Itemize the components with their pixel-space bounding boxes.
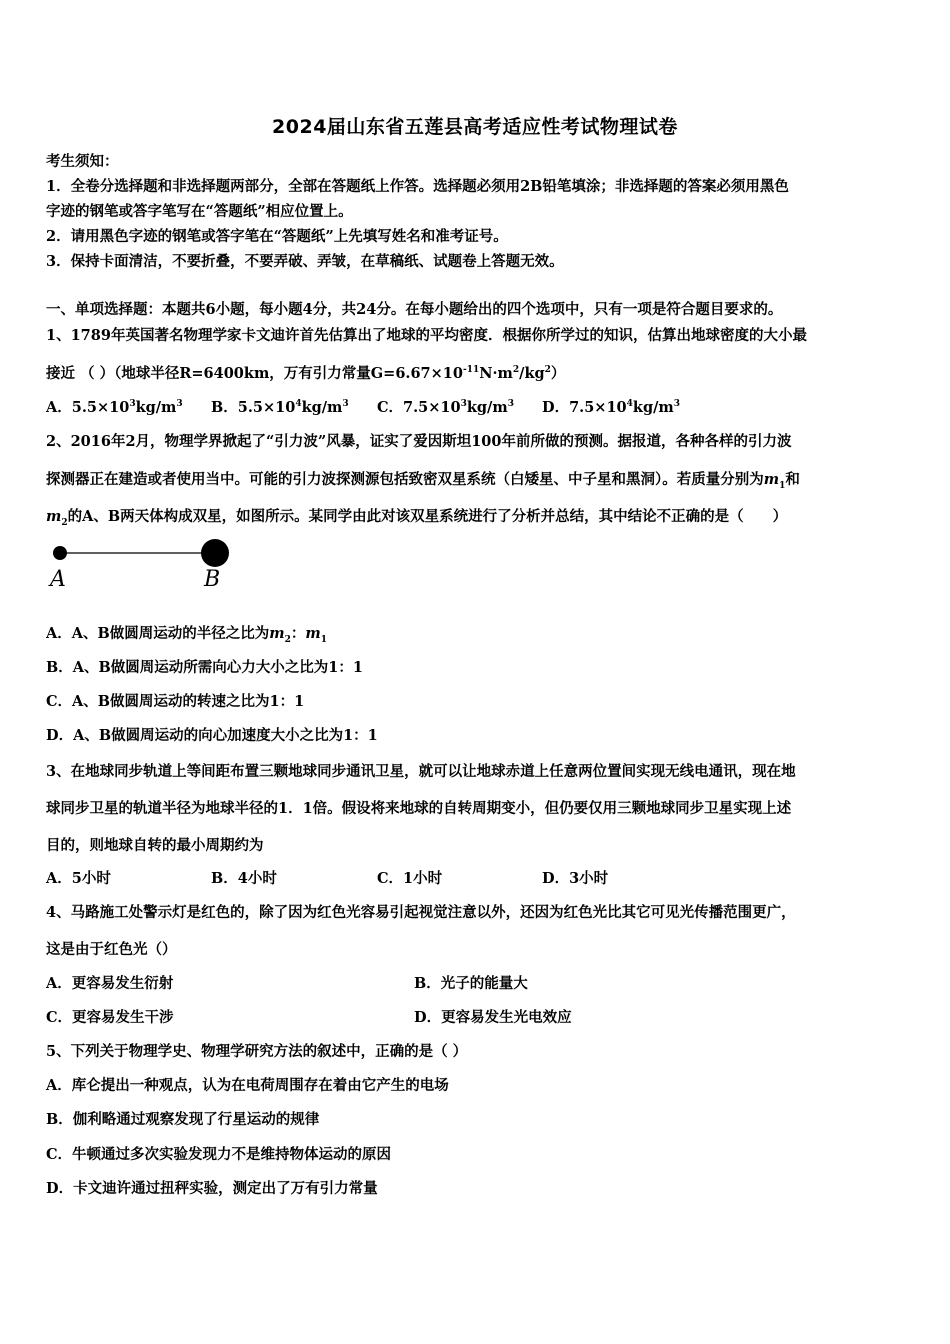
q4-option-d: D．更容易发生光电效应 (414, 1009, 572, 1026)
q5-option-d: D．卡文迪许通过扭秤实验，测定出了万有引力常量 (46, 1180, 378, 1197)
q1-option-d: D．$7.5\times 10^4kg/m^3$ (542, 399, 680, 416)
binary-star-diagram (46, 536, 246, 594)
notice-line-4: 3．保持卡面清洁，不要折叠，不要弄破、弄皱，在草稿纸、试题卷上答题无效。 (46, 253, 564, 270)
q1-option-a: A．$5.5\times 10^3kg/m^3$ (46, 399, 183, 416)
notice-line-1: 1．全卷分选择题和非选择题两部分，全部在答题纸上作答。选择题必须用2B铅笔填涂；非选择题的答案必须用黑色 (46, 178, 789, 195)
notice-line-3: 2．请用黑色字迹的钢笔或答字笔在“答题纸”上先填写姓名和准考证号。 (46, 228, 508, 245)
q3-stem-line-3: 目的，则地球自转的最小周期约为 (46, 837, 264, 854)
q2-option-c: C．A、B做圆周运动的转速之比为1：1 (46, 693, 305, 710)
q3-option-a: A．5小时 (46, 870, 111, 887)
q1-stem-line-2: 接近 （ ）（地球半径R=6400km，万有引力常量$G=6.67\times 10^{-11}N\cdot m^2/kg^2$） (46, 365, 566, 382)
q2-option-b: B．A、B做圆周运动所需向心力大小之比为1：1 (46, 659, 363, 676)
q4-option-b: B．光子的能量大 (414, 975, 528, 992)
section-heading: 一、单项选择题：本题共6小题，每小题4分，共24分。在每小题给出的四个选项中，只有一项是符合题目要求的。 (46, 301, 783, 318)
q2-stem-line-3: $m_2$的A、B两天体构成双星，如图所示。某同学由此对该双星系统进行了分析并总结，其中结论不正确的是（ ） (46, 508, 788, 528)
star-b-dot (201, 539, 229, 567)
q1-option-b: B．$5.5\times 10^4kg/m^3$ (211, 399, 349, 416)
q4-stem-line-2: 这是由于红色光（） (46, 941, 177, 958)
q5-stem: 5、下列关于物理学史、物理学研究方法的叙述中，正确的是（ ） (46, 1043, 468, 1060)
q1-option-c: C．$7.5\times 10^3kg/m^3$ (377, 399, 514, 416)
label-b: B (204, 567, 221, 592)
q2-option-a: A．A、B做圆周运动的半径之比为$m_2$：$m_1$ (46, 625, 327, 645)
q3-stem-line-1: 3、在地球同步轨道上等间距布置三颗地球同步通讯卫星，就可以让地球赤道上任意两位置间实现无线电通讯，现在地 (46, 763, 796, 780)
q3-stem-line-2: 球同步卫星的轨道半径为地球半径的1．1倍。假设将来地球的自转周期变小，但仍要仅用三颗地球同步卫星实现上述 (46, 800, 792, 817)
page-title: 2024届山东省五莲县高考适应性考试物理试卷 (272, 116, 678, 138)
q5-option-a: A．库仑提出一种观点，认为在电荷周围存在着由它产生的电场 (46, 1077, 449, 1094)
q4-option-c: C．更容易发生干涉 (46, 1009, 174, 1026)
q4-stem-line-1: 4、马路施工处警示灯是红色的，除了因为红色光容易引起视觉注意以外，还因为红色光比其它可见光传播范围更广， (46, 904, 796, 921)
q3-option-c: C．1小时 (377, 870, 443, 887)
q5-option-b: B．伽利略通过观察发现了行星运动的规律 (46, 1111, 320, 1128)
star-a-dot (53, 546, 67, 560)
q2-stem-line-2: 探测器正在建造或者使用当中。可能的引力波探测源包括致密双星系统（白矮星、中子星和黑洞）。若质量分别为$m_1$和 (46, 471, 800, 491)
notice-line-2: 字迹的钢笔或答字笔写在“答题纸”相应位置上。 (46, 203, 353, 220)
notice-heading: 考生须知： (46, 153, 119, 170)
q4-option-a: A．更容易发生衍射 (46, 975, 174, 992)
label-a: A (50, 567, 66, 592)
q2-option-d: D．A、B做圆周运动的向心加速度大小之比为1：1 (46, 727, 378, 744)
q3-option-d: D．3小时 (542, 870, 609, 887)
q2-stem-line-1: 2、2016年2月，物理学界掀起了“引力波”风暴，证实了爱因斯坦100年前所做的预测。据报道，各种各样的引力波 (46, 433, 792, 450)
q3-option-b: B．4小时 (211, 870, 277, 887)
q1-stem-line-1: 1、1789年英国著名物理学家卡文迪许首先估算出了地球的平均密度．根据你所学过的知识，估算出地球密度的大小最 (46, 327, 807, 344)
q5-option-c: C．牛顿通过多次实验发现力不是维持物体运动的原因 (46, 1146, 392, 1163)
